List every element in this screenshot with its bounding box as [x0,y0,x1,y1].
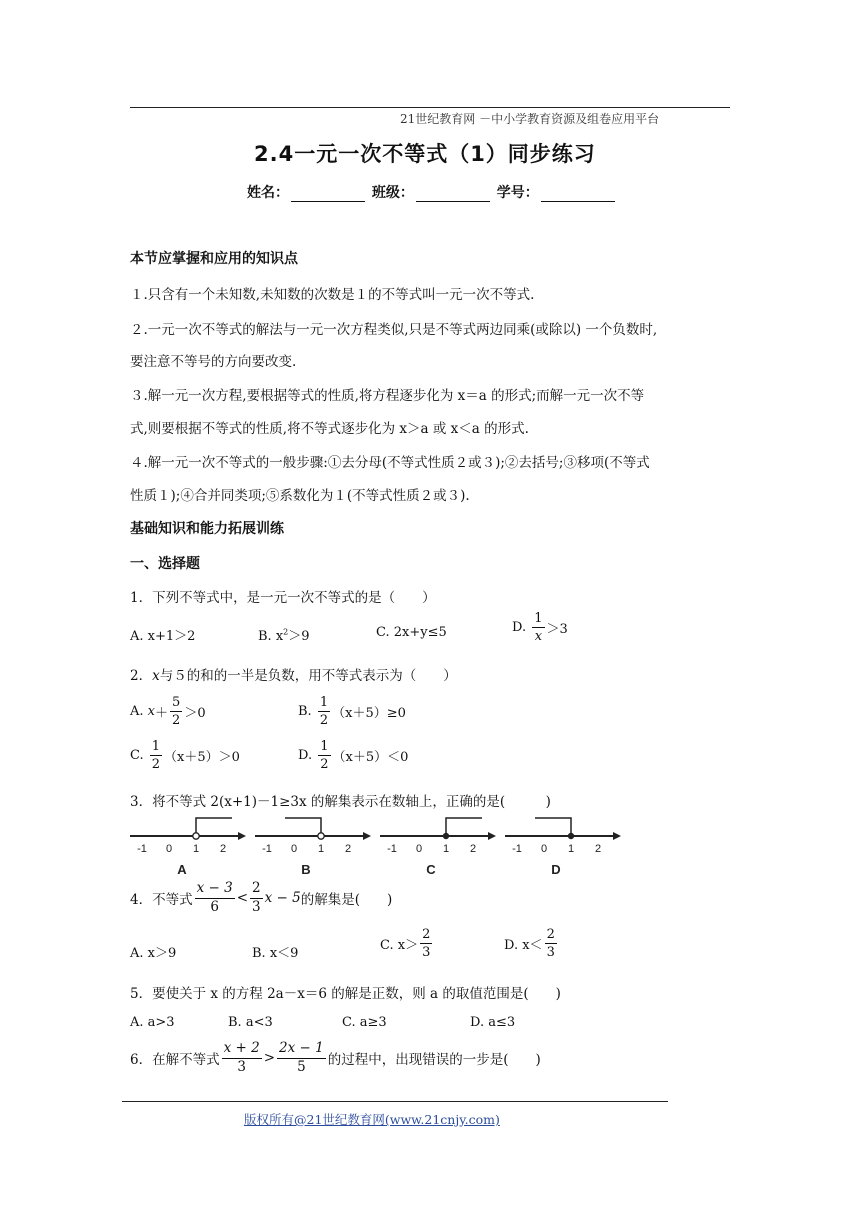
q6-f1-num: x + 2 [222,1042,262,1059]
q4-c-num: 2 [422,927,431,942]
q2-b-pre: B. [298,704,312,719]
q6-pre: 6．在解不等式 [130,1052,220,1068]
knowledge-point-1: １.只含有一个未知数,未知数的次数是１的不等式叫一元一次不等式. [130,287,535,303]
q6-fraction-2 [277,1042,326,1074]
q3-b-tick-1: 1 [317,843,325,855]
q4-d-fraction [545,928,557,959]
q2-a-den: 2 [172,713,181,728]
q3-d-tick-neg1: -1 [512,843,522,855]
q3-option-c-line[interactable] [380,818,496,877]
q1-option-a[interactable]: A. x+1＞2 [130,629,196,644]
q1-b-sup: 2 [283,627,289,637]
q2-stem: 2．x与５的和的一半是负数，用不等式表示为（ ） [130,668,457,684]
q3-b-tick-neg1: -1 [262,843,272,855]
q6-f2-den: 5 [297,1058,306,1075]
q2-d-fraction [318,740,330,771]
footer-copyright-link[interactable]: 版权所有@21世纪教育网(www.21cnjy.com) [244,1112,500,1127]
q2-c-pre: C. [130,748,144,763]
q2-a-num: 5 [172,695,181,710]
q3-a-label: A [177,862,187,877]
q3-option-d-line[interactable] [505,818,621,877]
class-blank[interactable] [416,187,490,202]
q2-d-den: 2 [320,757,329,772]
q2-stem-text: 与５的和的一半是负数，用不等式表示为（ ） [159,668,457,684]
knowledge-point-2a: ２.一元一次不等式的解法与一元一次方程类似,只是不等式两边同乘(或除以) 一个负数时, [130,322,658,338]
id-blank[interactable] [541,187,615,202]
class-label: 班级： [371,185,414,201]
q6-f1-den: 3 [237,1058,246,1075]
q2-b-fraction [318,696,330,727]
q4-post: 的解集是( ) [300,892,393,908]
q1-option-d[interactable] [512,612,568,643]
q3-b-tick-2: 2 [344,843,352,855]
q3-c-label: C [426,862,436,877]
q4-f2-den: 3 [252,898,261,915]
q2-b-num: 1 [319,695,329,710]
q1-stem: 1．下列不等式中，是一元一次不等式的是（ ） [130,590,436,606]
q1-d-pre: D. [512,620,527,635]
q3-option-a-line[interactable] [130,818,246,877]
q4-f2-num: 2 [250,882,263,899]
q3-a-tick-1: 1 [192,843,200,855]
q3-option-b-line[interactable] [255,818,371,877]
q2-c-den: 2 [151,757,161,772]
q3-a-tick-2: 2 [219,843,227,855]
q2-option-a[interactable] [130,696,206,727]
q1-b-post: ＞9 [288,629,310,644]
q4-fraction-1 [195,882,235,914]
q4-fraction-2 [250,882,263,914]
name-bar [247,182,617,202]
knowledge-point-3a: ３.解一元一次方程,要根据等式的性质,将方程逐步化为 x＝a 的形式;而解一元一次不等 [130,388,645,404]
q4-lt: < [236,890,249,906]
q2-option-c[interactable] [130,740,240,771]
q2-stem-var: x [152,668,160,684]
q4-tail: x − 5 [264,890,301,906]
q5-option-b[interactable]: B. a<3 [228,1015,273,1030]
q2-d-num: 1 [320,739,329,754]
q3-a-tick-neg1: -1 [137,843,147,855]
q2-d-pre: D. [298,748,313,763]
name-blank[interactable] [291,187,365,202]
q3-c-tick-1: 1 [442,843,450,855]
q1-d-den: x [534,629,543,644]
q4-option-d[interactable] [504,928,559,959]
training-heading: 基础知识和能力拓展训练 [130,521,284,537]
q4-stem [130,882,392,914]
knowledge-point-4b: 性质１);④合并同类项;⑤系数化为１(不等式性质２或３). [130,488,470,504]
q4-c-den: 3 [422,945,431,960]
q1-d-fraction [532,612,544,643]
q3-c-tick-0: 0 [415,843,423,855]
q2-b-post: （x＋5）≥0 [332,706,406,721]
q4-option-c[interactable] [380,928,434,959]
q6-stem [130,1042,541,1074]
q4-pre: 4．不等式 [130,892,193,908]
q4-option-b[interactable]: B. x＜9 [252,946,299,961]
q4-d-den: 3 [546,945,555,960]
q5-option-d[interactable]: D. a≤3 [470,1015,516,1030]
knowledge-point-3b: 式,则要根据不等式的性质,将不等式逐步化为 x＞a 或 x＜a 的形式. [130,421,529,437]
knowledge-point-2b: 要注意不等号的方向要改变. [130,354,297,370]
q2-c-post: （x＋5）＞0 [164,750,240,765]
q2-c-num: 1 [151,739,161,754]
q4-f1-num: x − 3 [195,882,235,899]
q4-option-a[interactable]: A. x＞9 [130,946,177,961]
q5-option-a[interactable]: A. a>3 [130,1015,175,1030]
q4-c-fraction [420,928,432,959]
q1-d-post: ＞3 [546,622,568,637]
q4-c-pre: C. x＞ [380,938,419,953]
q2-b-den: 2 [319,713,329,728]
q1-option-b[interactable] [258,625,310,644]
q3-d-tick-1: 1 [567,843,575,855]
q3-b-label: B [301,862,311,877]
q5-stem: 5．要使关于 x 的方程 2a－x＝6 的解是正数，则 a 的取值范围是( ) [130,986,561,1002]
q6-fraction-1 [222,1042,262,1074]
header-rule [130,107,730,108]
q4-f1-den: 6 [210,898,219,915]
q2-option-b[interactable] [298,696,406,727]
q4-d-pre: D. x＜ [504,938,543,953]
q2-a-plus: ＋ [155,706,169,721]
q3-c-tick-neg1: -1 [387,843,397,855]
q1-d-num: 1 [534,611,543,626]
knowledge-point-4a: ４.解一元一次不等式的一般步骤:①去分母(不等式性质２或３);②去括号;③移项(不等式 [130,455,650,471]
q6-gt: > [263,1050,276,1066]
q6-post: 的过程中，出现错误的一步是( ) [327,1052,541,1068]
q3-a-tick-0: 0 [165,843,173,855]
q2-a-fraction [170,696,182,727]
q2-c-fraction [150,740,162,771]
q6-f2-num: 2x − 1 [277,1042,326,1059]
id-label: 学号： [496,185,539,201]
choice-heading: 一、选择题 [130,556,200,572]
q1-b-pre: B. x [258,629,284,644]
q2-option-d[interactable] [298,740,408,771]
q3-d-label: D [551,862,561,877]
q5-option-c[interactable]: C. a≥3 [342,1015,387,1030]
page-title: 2.4一元一次不等式（1）同步练习 [254,142,596,166]
header-text: 21世纪教育网 －中小学教育资源及组卷应用平台 [400,112,660,126]
q3-stem: 3．将不等式 2(x+1)－1≥3x 的解集表示在数轴上，正确的是( ) [130,794,551,810]
q3-b-tick-0: 0 [290,843,298,855]
q4-d-num: 2 [546,927,555,942]
q3-number-lines [128,812,628,882]
name-label: 姓名： [247,185,289,201]
q3-d-tick-2: 2 [594,843,602,855]
q2-a-var: x [147,704,156,719]
footer-rule [122,1101,668,1102]
q2-a-pre: A. [130,704,144,719]
q2-d-post: （x＋5）＜0 [332,750,409,765]
q1-option-c[interactable]: C. 2x+y≤5 [376,625,447,640]
q3-d-tick-0: 0 [540,843,548,855]
q2-a-post: ＞0 [184,706,206,721]
q3-c-tick-2: 2 [469,843,477,855]
knowledge-heading: 本节应掌握和应用的知识点 [130,251,298,267]
